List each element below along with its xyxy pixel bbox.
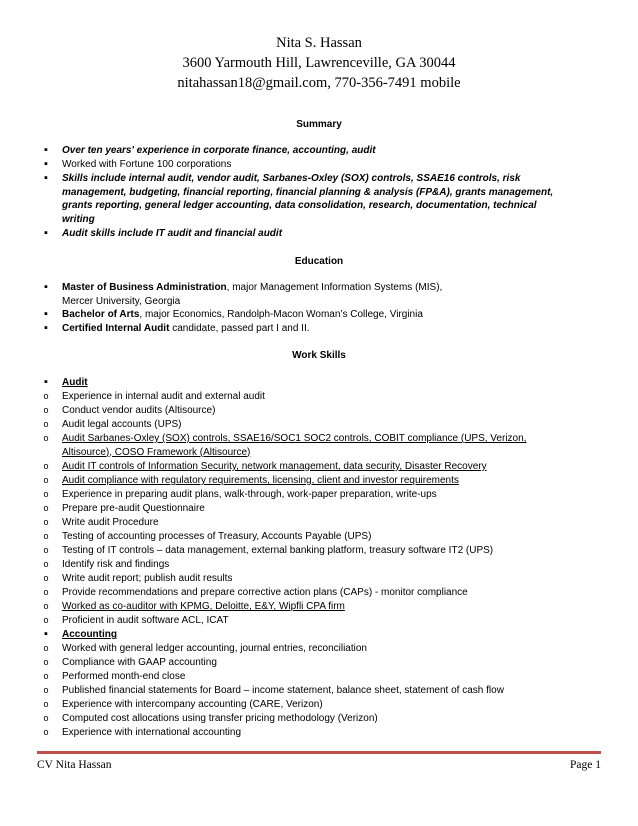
accounting-item: o Computed cost allocations using transfer pricing methodology (Verizon) bbox=[62, 712, 582, 726]
circle-bullet-icon: o bbox=[43, 531, 49, 541]
audit-item: o Prepare pre-audit Questionnaire bbox=[62, 502, 582, 516]
audit-item: o Conduct vendor audits (Altisource) bbox=[62, 404, 582, 418]
circle-bullet-icon: o bbox=[43, 685, 49, 695]
circle-bullet-icon: o bbox=[43, 475, 49, 485]
education-item: ▪ Bachelor of Arts, major Economics, Randolph-Macon Woman’s College, Virginia bbox=[62, 308, 582, 322]
circle-bullet-icon: o bbox=[43, 405, 49, 415]
bullet-icon bbox=[40, 281, 52, 295]
summary-item: ▪ Skills include internal audit, vendor audit, Sarbanes-Oxley (SOX) controls, SSAE16 controls, risk management, budgeting, financial reporting, financial planning & analysis (FP&A), grants management, grants reporting, general ledger accounting, data consolidation, research, documentation, technical writing bbox=[62, 172, 570, 226]
circle-bullet-icon: o bbox=[43, 587, 49, 597]
circle-bullet-icon: o bbox=[43, 433, 49, 443]
circle-bullet-icon: o bbox=[43, 727, 49, 737]
bullet-icon bbox=[40, 322, 52, 336]
footer-rule bbox=[37, 751, 601, 754]
accounting-item: o Experience with intercompany accounting (CARE, Verizon) bbox=[62, 698, 582, 712]
summary-heading: Summary bbox=[296, 119, 342, 130]
bullet-icon bbox=[40, 172, 52, 186]
education-heading: Education bbox=[294, 256, 344, 267]
circle-bullet-icon: o bbox=[43, 671, 49, 681]
circle-bullet-icon: o bbox=[43, 615, 49, 625]
circle-bullet-icon: o bbox=[43, 713, 49, 723]
candidate-address: 3600 Yarmouth Hill, Lawrenceville, GA 30044 bbox=[182, 55, 456, 71]
circle-bullet-icon: o bbox=[43, 545, 49, 555]
audit-item: o Audit compliance with regulatory requirements, licensing, client and investor requirements bbox=[62, 474, 582, 488]
bullet-icon bbox=[40, 158, 52, 172]
candidate-contact: nitahassan18@gmail.com, 770-356-7491 mobile bbox=[177, 75, 461, 91]
accounting-item: o Performed month-end close bbox=[62, 670, 582, 684]
circle-bullet-icon: o bbox=[43, 657, 49, 667]
accounting-item: o Compliance with GAAP accounting bbox=[62, 656, 582, 670]
audit-item: o Audit legal accounts (UPS) bbox=[62, 418, 582, 432]
circle-bullet-icon: o bbox=[43, 601, 49, 611]
accounting-item: o Experience with international accounting bbox=[62, 726, 582, 740]
circle-bullet-icon: o bbox=[43, 699, 49, 709]
circle-bullet-icon: o bbox=[43, 643, 49, 653]
bullet-icon bbox=[40, 628, 52, 642]
circle-bullet-icon: o bbox=[43, 489, 49, 499]
circle-bullet-icon: o bbox=[43, 559, 49, 569]
education-item: ▪ Certified Internal Audit candidate, passed part I and II. bbox=[62, 322, 582, 336]
circle-bullet-icon: o bbox=[43, 419, 49, 429]
bullet-icon bbox=[40, 227, 52, 241]
circle-bullet-icon: o bbox=[43, 461, 49, 471]
circle-bullet-icon: o bbox=[43, 503, 49, 513]
audit-item: o Testing of IT controls – data management, external banking platform, treasury software IT2 (UPS) bbox=[62, 544, 582, 558]
audit-item: o Experience in preparing audit plans, walk-through, work-paper preparation, write-ups bbox=[62, 488, 582, 502]
circle-bullet-icon: o bbox=[43, 391, 49, 401]
summary-item: ▪ Worked with Fortune 100 corporations bbox=[62, 158, 582, 172]
audit-item: o Proficient in audit software ACL, ICAT bbox=[62, 614, 582, 628]
audit-item: o Testing of accounting processes of Treasury, Accounts Payable (UPS) bbox=[62, 530, 582, 544]
accounting-item: o Published financial statements for Board – income statement, balance sheet, statement of cash flow bbox=[62, 684, 602, 698]
audit-item: o Audit Sarbanes-Oxley (SOX) controls, SSAE16/SOC1 SOC2 controls, COBIT compliance (UPS, Verizon, Altisource), COSO Framework (Altisource) bbox=[62, 432, 577, 459]
circle-bullet-icon: o bbox=[43, 517, 49, 527]
accounting-item: o Worked with general ledger accounting, journal entries, reconciliation bbox=[62, 642, 582, 656]
audit-item: o Write audit Procedure bbox=[62, 516, 582, 530]
accounting-subheading: ▪ Accounting bbox=[62, 628, 582, 642]
audit-subheading: ▪ Audit bbox=[62, 376, 582, 390]
bullet-icon bbox=[40, 376, 52, 390]
audit-item: o Identify risk and findings bbox=[62, 558, 582, 572]
resume-header bbox=[0, 33, 638, 93]
summary-item: ▪ Over ten years' experience in corporate finance, accounting, audit bbox=[62, 144, 582, 158]
work-skills-heading: Work Skills bbox=[292, 350, 346, 361]
education-item: ▪ Master of Business Administration, major Management Information Systems (MIS), Mercer University, Georgia bbox=[62, 281, 582, 308]
audit-item: o Worked as co-auditor with KPMG, Deloitte, E&Y, Wipfli CPA firm bbox=[62, 600, 582, 614]
audit-item: o Provide recommendations and prepare corrective action plans (CAPs) - monitor compliance bbox=[62, 586, 582, 600]
summary-item: ▪ Audit skills include IT audit and financial audit bbox=[62, 227, 582, 241]
candidate-name: Nita S. Hassan bbox=[276, 35, 362, 51]
audit-item: o Write audit report; publish audit results bbox=[62, 572, 582, 586]
circle-bullet-icon: o bbox=[43, 573, 49, 583]
footer-page-number: Page 1 bbox=[570, 759, 601, 771]
bullet-icon bbox=[40, 308, 52, 322]
bullet-icon bbox=[40, 144, 52, 158]
footer-left: CV Nita Hassan bbox=[37, 759, 112, 771]
audit-item: o Audit IT controls of Information Security, network management, data security, Disaster Recovery bbox=[62, 460, 582, 474]
audit-item: o Experience in internal audit and external audit bbox=[62, 390, 582, 404]
